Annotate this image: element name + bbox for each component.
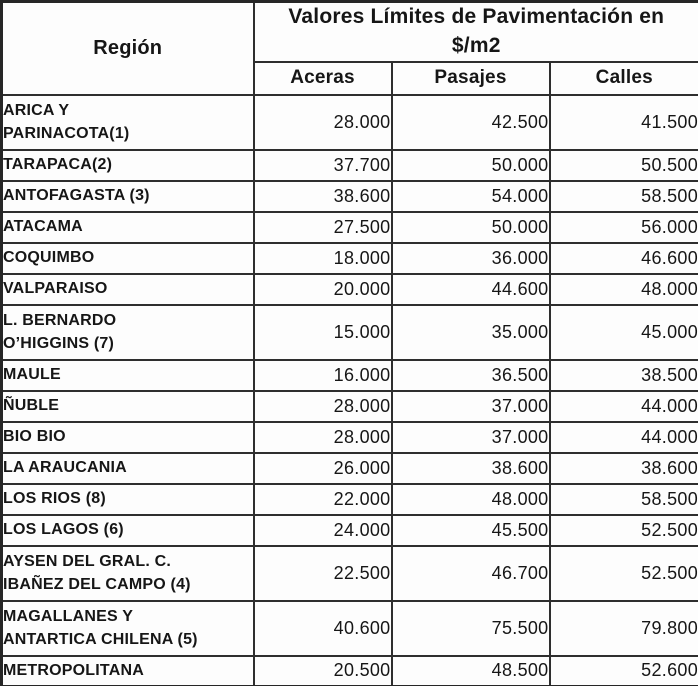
aceras-value: 28.000	[254, 391, 392, 422]
table-row	[2, 422, 698, 453]
region-cell	[2, 422, 254, 453]
aceras-value: 18.000	[254, 243, 392, 274]
aceras-value: 38.600	[254, 181, 392, 212]
region-cell	[2, 212, 254, 243]
calles-value: 52.500	[550, 546, 698, 601]
region-name-line: IBAÑEZ DEL CAMPO (4)	[3, 576, 191, 593]
region-name-line: METROPOLITANA	[3, 662, 144, 680]
calles-value: 44.000	[550, 422, 698, 453]
pasajes-value: 50.000	[392, 212, 550, 243]
calles-value: 48.000	[550, 274, 698, 305]
region-name-line: ATACAMA	[3, 218, 83, 236]
aceras-value: 26.000	[254, 453, 392, 484]
pasajes-value: 35.000	[392, 305, 550, 360]
region-name-line: ANTARTICA CHILENA (5)	[3, 631, 198, 648]
calles-value: 41.500	[550, 95, 698, 150]
calles-value: 46.600	[550, 243, 698, 274]
region-name-line: ARICA Y	[3, 101, 70, 119]
region-name-line: MAULE	[3, 366, 61, 384]
table-row	[2, 391, 698, 422]
table-row	[2, 243, 698, 274]
region-name-line: PARINACOTA(1)	[3, 125, 130, 142]
region-cell	[2, 391, 254, 422]
table-row	[2, 484, 698, 515]
region-name-line: BIO BIO	[3, 428, 66, 446]
region-cell	[2, 274, 254, 305]
region-column-header: Región	[2, 2, 254, 95]
pasajes-value: 37.000	[392, 391, 550, 422]
pasajes-value: 36.500	[392, 360, 550, 391]
region-name-line: LOS RIOS (8)	[3, 490, 106, 508]
table-row	[2, 181, 698, 212]
calles-value: 52.500	[550, 515, 698, 546]
pasajes-value: 48.000	[392, 484, 550, 515]
pasajes-column-header: Pasajes	[392, 62, 550, 95]
pasajes-value: 36.000	[392, 243, 550, 274]
calles-column-header: Calles	[550, 62, 698, 95]
aceras-value: 37.700	[254, 150, 392, 181]
region-cell	[2, 243, 254, 274]
aceras-value: 24.000	[254, 515, 392, 546]
calles-value: 52.600	[550, 656, 698, 686]
calles-value: 44.000	[550, 391, 698, 422]
region-name-line: TARAPACA(2)	[3, 156, 113, 174]
region-name-line: ÑUBLE	[3, 397, 60, 415]
pasajes-value: 75.500	[392, 601, 550, 656]
region-name-line: MAGALLANES Y	[3, 607, 134, 625]
region-cell	[2, 181, 254, 212]
region-name-line: VALPARAISO	[3, 280, 108, 298]
pasajes-value: 42.500	[392, 95, 550, 150]
calles-value: 50.500	[550, 150, 698, 181]
aceras-value: 22.500	[254, 546, 392, 601]
header-row-main	[2, 2, 698, 62]
pasajes-value: 54.000	[392, 181, 550, 212]
values-group-header-line1: Valores Límites de Pavimentación en	[288, 5, 665, 29]
table-row	[2, 515, 698, 546]
pasajes-value: 48.500	[392, 656, 550, 686]
region-cell	[2, 150, 254, 181]
aceras-value: 16.000	[254, 360, 392, 391]
aceras-value: 28.000	[254, 422, 392, 453]
table-row	[2, 150, 698, 181]
region-cell	[2, 95, 254, 150]
region-cell	[2, 656, 254, 686]
calles-value: 56.000	[550, 212, 698, 243]
table-row	[2, 212, 698, 243]
aceras-value: 15.000	[254, 305, 392, 360]
region-name-line: LA ARAUCANIA	[3, 459, 127, 477]
table-row	[2, 360, 698, 391]
region-name-line: L. BERNARDO	[3, 311, 117, 329]
region-name-line: COQUIMBO	[3, 249, 95, 267]
pasajes-value: 45.500	[392, 515, 550, 546]
values-group-header-line2: $/m2	[451, 33, 501, 57]
calles-value: 38.500	[550, 360, 698, 391]
pasajes-value: 37.000	[392, 422, 550, 453]
calles-value: 38.600	[550, 453, 698, 484]
pasajes-value: 38.600	[392, 453, 550, 484]
calles-value: 58.500	[550, 484, 698, 515]
aceras-value: 20.000	[254, 274, 392, 305]
region-cell	[2, 305, 254, 360]
region-name-line: O’HIGGINS (7)	[3, 335, 115, 352]
pasajes-value: 46.700	[392, 546, 550, 601]
region-name-line: AYSEN DEL GRAL. C.	[3, 552, 172, 570]
calles-value: 45.000	[550, 305, 698, 360]
table-row	[2, 305, 698, 360]
table-row	[2, 601, 698, 656]
aceras-value: 28.000	[254, 95, 392, 150]
calles-value: 58.500	[550, 181, 698, 212]
pasajes-value: 50.000	[392, 150, 550, 181]
aceras-value: 20.500	[254, 656, 392, 686]
table-row	[2, 656, 698, 686]
region-cell	[2, 515, 254, 546]
region-name-line: LOS LAGOS (6)	[3, 521, 124, 539]
region-cell	[2, 360, 254, 391]
region-cell	[2, 484, 254, 515]
aceras-column-header: Aceras	[254, 62, 392, 95]
table-row	[2, 274, 698, 305]
aceras-value: 27.500	[254, 212, 392, 243]
region-cell	[2, 546, 254, 601]
pasajes-value: 44.600	[392, 274, 550, 305]
table-row	[2, 453, 698, 484]
values-group-header	[254, 2, 698, 62]
aceras-value: 22.000	[254, 484, 392, 515]
region-cell	[2, 453, 254, 484]
region-name-line: ANTOFAGASTA (3)	[3, 187, 150, 205]
table-row	[2, 95, 698, 150]
region-cell	[2, 601, 254, 656]
aceras-value: 40.600	[254, 601, 392, 656]
calles-value: 79.800	[550, 601, 698, 656]
table-row	[2, 546, 698, 601]
